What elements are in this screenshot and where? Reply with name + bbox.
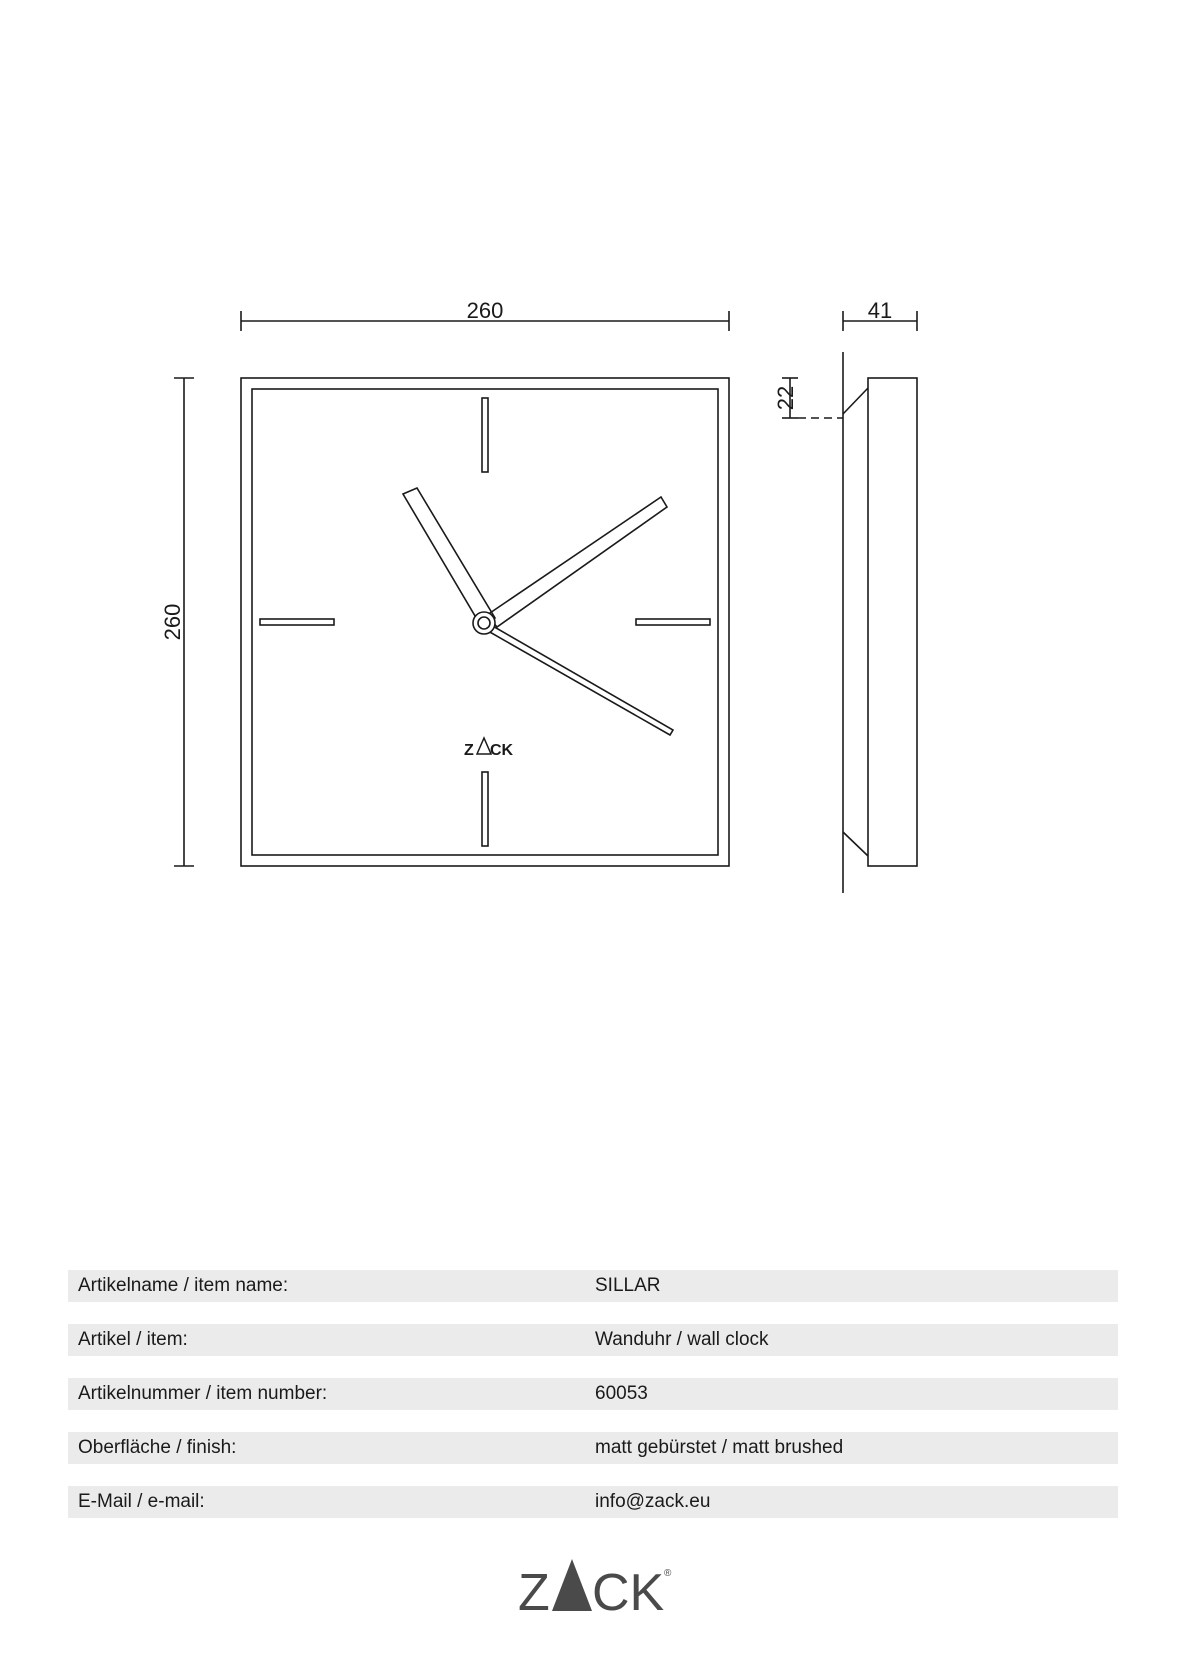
spec-row-finish [68, 1432, 1118, 1464]
spec-label: E-Mail / e-mail: [78, 1491, 205, 1512]
dial-brand-logo [464, 738, 514, 759]
depth-dimension-label: 41 [867, 298, 893, 323]
minute-hand [487, 497, 667, 627]
marker-3 [636, 619, 710, 625]
svg-text:Z: Z [464, 742, 474, 759]
marker-12 [482, 398, 488, 472]
clock-side-body [868, 378, 917, 866]
spec-value: SILLAR [595, 1275, 661, 1296]
spec-row-item-name [68, 1270, 1118, 1302]
spec-table [68, 1270, 1118, 1540]
hanger-dimension-label: 22 [773, 385, 798, 411]
spec-row-item-number [68, 1378, 1118, 1410]
svg-text:CK: CK [490, 742, 514, 759]
zack-logo [518, 1556, 678, 1616]
spec-label: Artikelname / item name: [78, 1275, 289, 1296]
spec-value: Wanduhr / wall clock [595, 1329, 769, 1350]
bevel-top [843, 388, 868, 414]
spec-value: 60053 [595, 1383, 648, 1404]
width-dimension-label: 260 [466, 298, 504, 323]
spec-label: Oberfläche / finish: [78, 1437, 237, 1458]
svg-text:CK: CK [592, 1564, 665, 1616]
center-cap-outer [473, 612, 495, 634]
spec-row-item [68, 1324, 1118, 1356]
height-dimension-label: 260 [160, 603, 185, 641]
svg-text:Z: Z [518, 1564, 550, 1616]
spec-value: matt gebürstet / matt brushed [595, 1437, 844, 1458]
hour-hand [403, 488, 495, 626]
spec-row-email [68, 1486, 1118, 1518]
spec-label: Artikel / item: [78, 1329, 188, 1350]
spec-label: Artikelnummer / item number: [78, 1383, 328, 1404]
second-hand [488, 625, 673, 735]
marker-6 [482, 772, 488, 846]
spec-value: info@zack.eu [595, 1491, 711, 1512]
bevel-bottom [843, 832, 868, 856]
registered-mark: ® [664, 1568, 672, 1579]
marker-9 [260, 619, 334, 625]
